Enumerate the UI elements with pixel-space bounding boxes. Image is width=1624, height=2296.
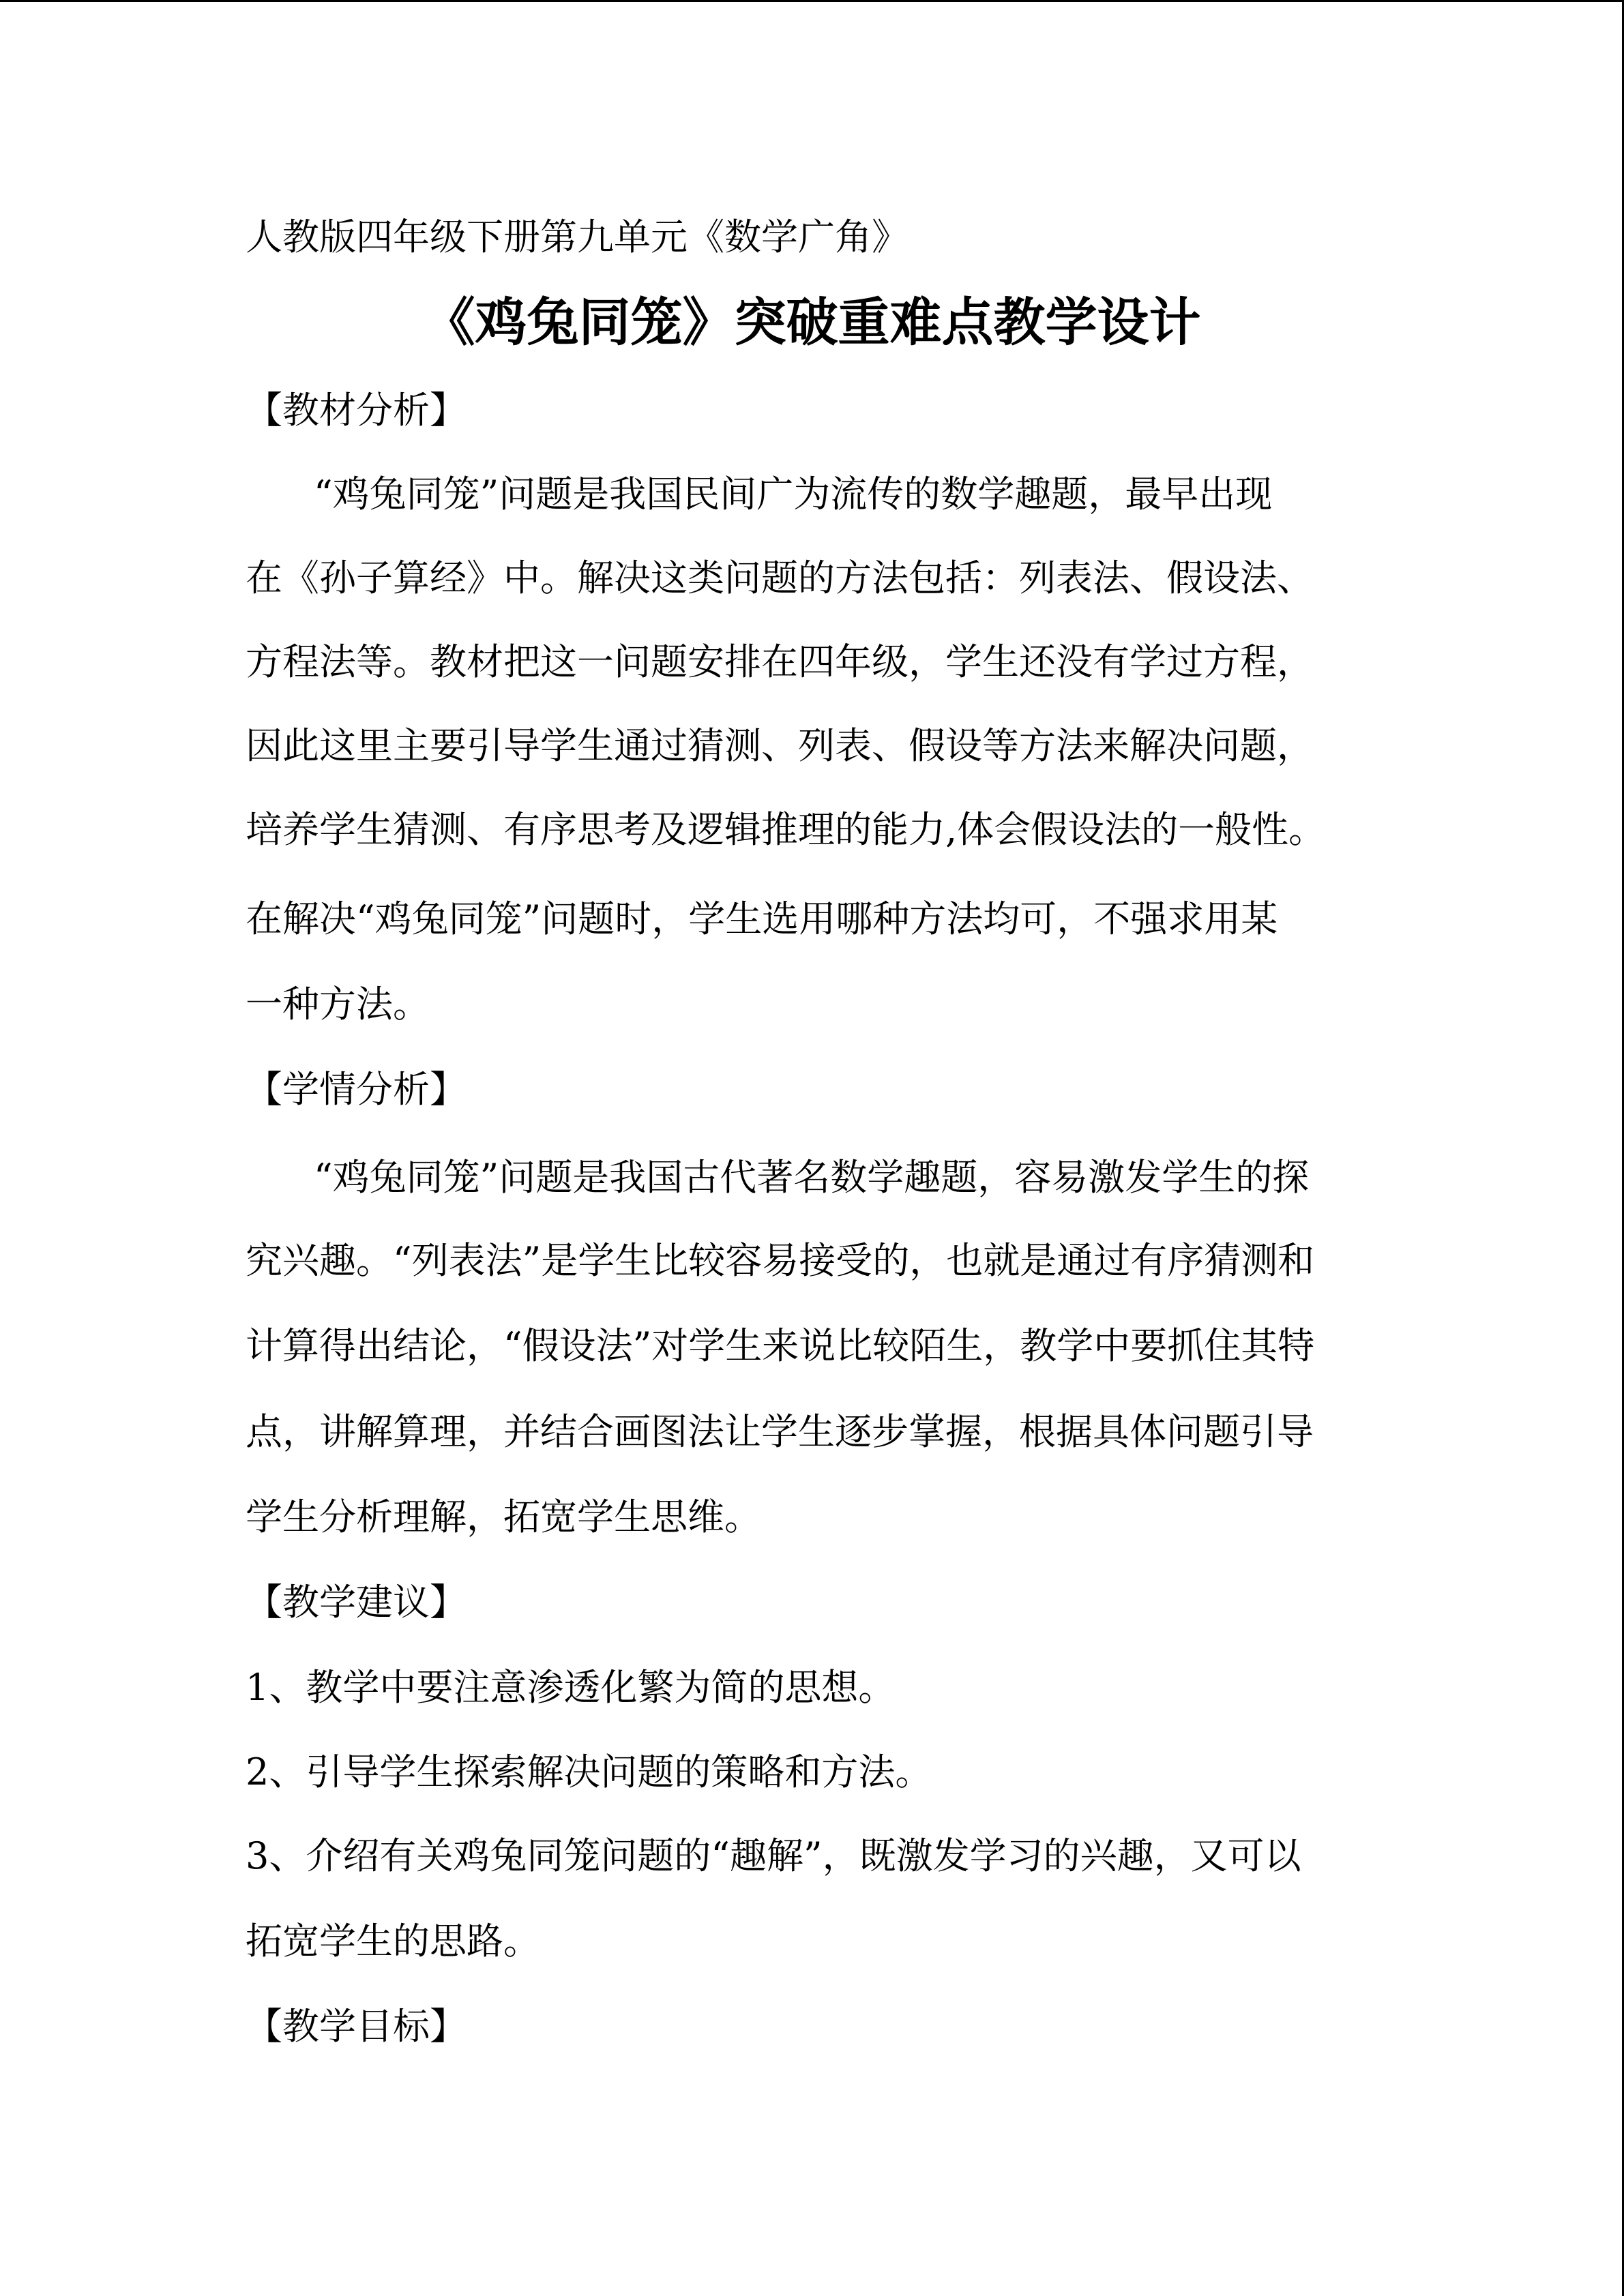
document-title: 《鸡兔同笼》突破重难点教学设计 [423,292,1201,353]
section-heading-material: 【教材分析】 [246,389,467,432]
paragraph-line: “鸡兔同笼”问题是我国民间广为流传的数学趣题，最早出现 [314,473,1273,516]
paragraph-line: 计算得出结论，“假设法”对学生来说比较陌生，教学中要抓住其特 [246,1324,1315,1367]
paragraph-line: 因此这里主要引导学生通过猜测、列表、假设等方法来解决问题， [246,724,1314,767]
list-item: 1、教学中要注意渗透化繁为简的思想。 [246,1666,896,1709]
paragraph-line: 方程法等。教材把这一问题安排在四年级，学生还没有学过方程， [246,640,1314,683]
list-item: 3、介绍有关鸡兔同笼问题的“趣解”，既激发学习的兴趣，又可以 [246,1834,1301,1877]
paragraph-line: 点，讲解算理，并结合画图法让学生逐步掌握，根据具体问题引导 [246,1410,1314,1453]
paragraph-line: 在《孙子算经》中。解决这类问题的方法包括：列表法、假设法、 [246,556,1314,599]
paragraph-line: 培养学生猜测、有序思考及逻辑推理的能力,体会假设法的一般性。 [246,808,1326,851]
paragraph-line: 学生分析理解，拓宽学生思维。 [246,1495,761,1538]
paragraph-line: 究兴趣。“列表法”是学生比较容易接受的，也就是通过有序猜测和 [246,1239,1315,1282]
list-item: 2、引导学生探索解决问题的策略和方法。 [246,1750,932,1793]
section-heading-suggestion: 【教学建议】 [246,1581,467,1624]
section-heading-student: 【学情分析】 [246,1068,467,1111]
section-heading-goal: 【教学目标】 [246,2005,467,2048]
paragraph-line: 在解决“鸡兔同笼”问题时，学生选用哪种方法均可，不强求用某 [246,897,1278,940]
document-subtitle: 人教版四年级下册第九单元《数学广角》 [246,215,909,258]
paragraph-line: “鸡兔同笼”问题是我国古代著名数学趣题，容易激发学生的探 [314,1156,1310,1199]
list-item: 拓宽学生的思路。 [246,1920,540,1963]
paragraph-line: 一种方法。 [246,983,430,1026]
